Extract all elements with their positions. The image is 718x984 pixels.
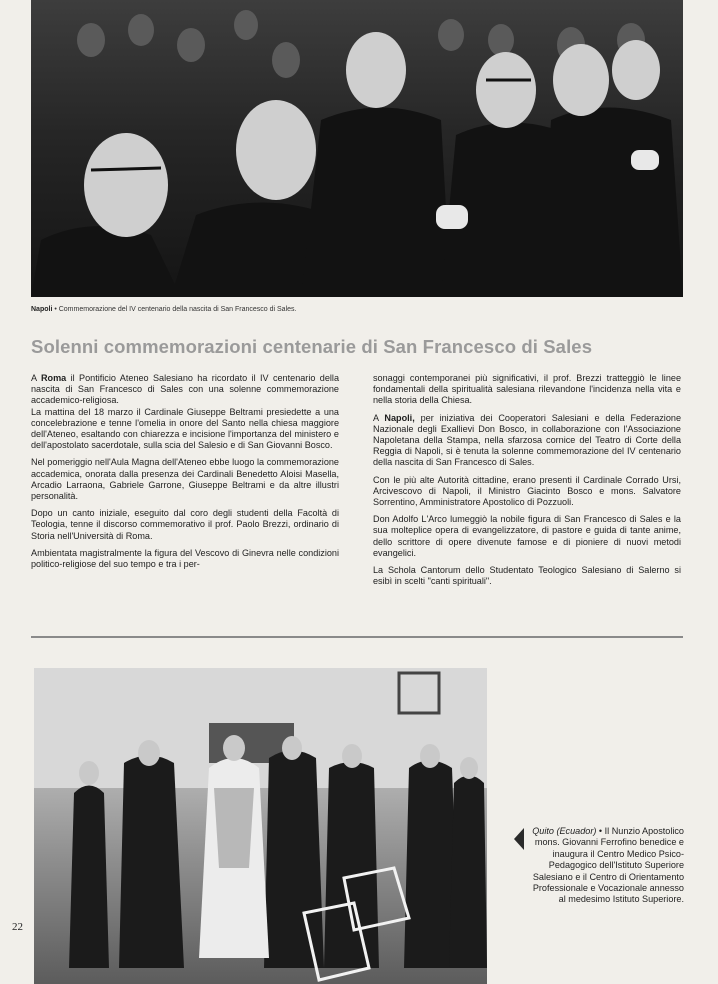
text-run: il Pontificio Ateneo Salesiano ha ricordato il IV centenario della nascita di San Francesco di Sales con una solenne commemorazione accademico-religiosa.: [31, 373, 340, 406]
section-divider: [31, 636, 683, 638]
top-photo-caption: [31, 306, 683, 313]
paragraph: La Schola Cantorum dello Studentato Teologico Salesiano di Salerno si esibì in scelti "canti spirituali".: [373, 565, 681, 587]
paragraph: Dopo un canto iniziale, eseguito dal coro degli studenti della Facoltà di Teologia, tenne il discorso commemorativo il prof. Paolo Brezzi, ordinario di Storia nell'Università di Roma.: [31, 508, 339, 541]
text-run: A: [373, 412, 385, 423]
paragraph: Con le più alte Autorità cittadine, erano presenti il Cardinale Corrado Ursi, Arcivescovo di Napoli, il Ministro Giacinto Bosco e mons. Salvatore Sorrentino, Amministratore Apostolico di Pozzuoli.: [373, 474, 681, 508]
page-number: 22: [12, 921, 23, 933]
paragraph: Ambientata magistralmente la figura del Vescovo di Ginevra nelle condizioni politico-religiose del suo tempo e tra i per-: [31, 547, 339, 570]
place-name: Roma: [40, 373, 67, 383]
caption-text: • Il Nunzio Apostolico mons. Giovanni Ferrofino benedice e inaugura il Centro Medico Psico-Pedagogico dell'Istituto Superiore Salesiano e il Centro di Orientamento Professionale e Vocazionale annesso al medesimo Istituto Superiore.: [532, 826, 684, 905]
place-name: Napoli,: [384, 412, 415, 423]
bottom-photo: [34, 668, 487, 984]
paragraph: sonaggi contemporanei più significativi, il prof. Brezzi tratteggiò le linee fondamentali della spiritualità salesiana rilevandone l'incidenza nella vita e nella storia della Chiesa.: [373, 373, 681, 406]
caption-pointer-icon: [514, 828, 524, 850]
caption-place: Napoli: [31, 306, 53, 313]
text-run: A: [31, 373, 41, 383]
article-column-left: [31, 373, 339, 576]
paragraph: Nel pomeriggio nell'Aula Magna dell'Ateneo ebbe luogo la commemorazione accademica, onorata dalla presenza dei Cardinali Benedetto Aloisi Masella, Arcadio Larraona, Gabriele Garrone, Giuseppe Beltrami e da altre illustri personalità.: [31, 457, 339, 502]
paragraph: Don Adolfo L'Arco lumeggiò la nobile figura di San Francesco di Sales e la sua molteplice opera di evangelizzatore, di pastore e guida di tante anime, dello scrittore di opere divenute famose e di pioniere di nuovi metodi evangelici.: [373, 514, 681, 558]
text-run: per iniziativa dei Cooperatori Salesiani e della Federazione Nazionale degli Exallievi Don Bosco, in collaborazione con l'Associazione Napoletana della Stampa, nella sfarzosa cornice del Teatro di Corte della Reggia di Napoli, si è tenuta la solenne commemorazione del IV centenario della nascita di San Francesco di Sales.: [373, 412, 681, 468]
paragraph: [373, 413, 681, 469]
bottom-photo-caption: [528, 826, 684, 906]
article-headline: Solenni commemorazioni centenarie di San Francesco di Sales: [31, 336, 593, 357]
text-run: La mattina del 18 marzo il Cardinale Giuseppe Beltrami presiedette a una concelebrazione e tenne l'omelia in onore del Santo nella chiesa maggiore dell'Ateneo, esaltando con chiarezza e incisione l'importanza del ministero e dell'apostolato sacerdotale, sulla scia del Salesio e di San Giovanni Bosco.: [31, 406, 339, 451]
top-photo: [31, 0, 683, 297]
article-column-right: [373, 373, 681, 593]
paragraph: [31, 373, 339, 451]
audience-illustration: [31, 0, 683, 297]
ceremony-illustration: [34, 668, 487, 984]
caption-text: • Commemorazione del IV centenario della nascita di San Francesco di Sales.: [52, 306, 297, 313]
caption-place: Quito (Ecuador): [532, 826, 597, 836]
